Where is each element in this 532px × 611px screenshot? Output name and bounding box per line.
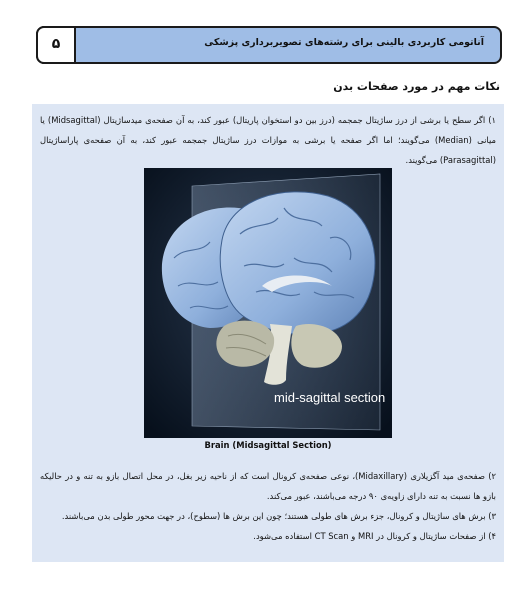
paragraph-midaxillary: ۲) صفحه‌ی مید آگزیلاری (Midaxillary)، نوعی صفحه‌ی کرونال است که از ناحیه زیر بغل، در محل اتصال بازو به تنه و در حالیکه بازو ها نسبت به تنه دارای زاویه‌ی ۹۰ درجه می‌باشند، عبور می‌کند.: [40, 471, 496, 501]
paragraph-longitudinal-sections: ۳) برش های ساژیتال و کرونال، جزء برش های طولی هستند؛ چون این برش ها (سطوح)، در جهت محور طولی بدن می‌باشند.: [61, 511, 496, 521]
figure-caption: Brain (Midsagittal Section): [204, 440, 332, 450]
chapter-header: [36, 26, 502, 64]
content-panel: [32, 104, 504, 562]
section-overlay-label: mid-sagittal section: [274, 390, 386, 405]
page-number-box: [36, 26, 76, 64]
paragraph-midsagittal: ۱) اگر سطح یا برشی از درز ساژیتال جمجمه (درز بین دو استخوان پاریتال) عبور کند، به آن صفحه‌ی میدساژیتال (Midsagittal) یا میانی (Median) می‌گویند؛ اما اگر صفحه یا برشی به موازات درز ساژیتال جمجمه عبور کند، به آن صفحه‌ی پاراساژیتال (Parasagittal) می‌گویند.: [40, 115, 497, 165]
brain-figure: [144, 168, 392, 438]
chapter-title: آناتومی کاربردی بالینی برای رشته‌های تصویربرداری پزشکی: [204, 37, 484, 48]
brain-illustration: [144, 168, 392, 438]
section-title: نکات مهم در مورد صفحات بدن: [333, 80, 500, 93]
paragraph-mri-ct: ۴) از صفحات ساژیتال و کرونال در MRI و CT Scan استفاده می‌شود.: [253, 531, 496, 541]
paragraphs-after-figure: [40, 466, 496, 546]
page-number: ۵: [51, 36, 61, 52]
